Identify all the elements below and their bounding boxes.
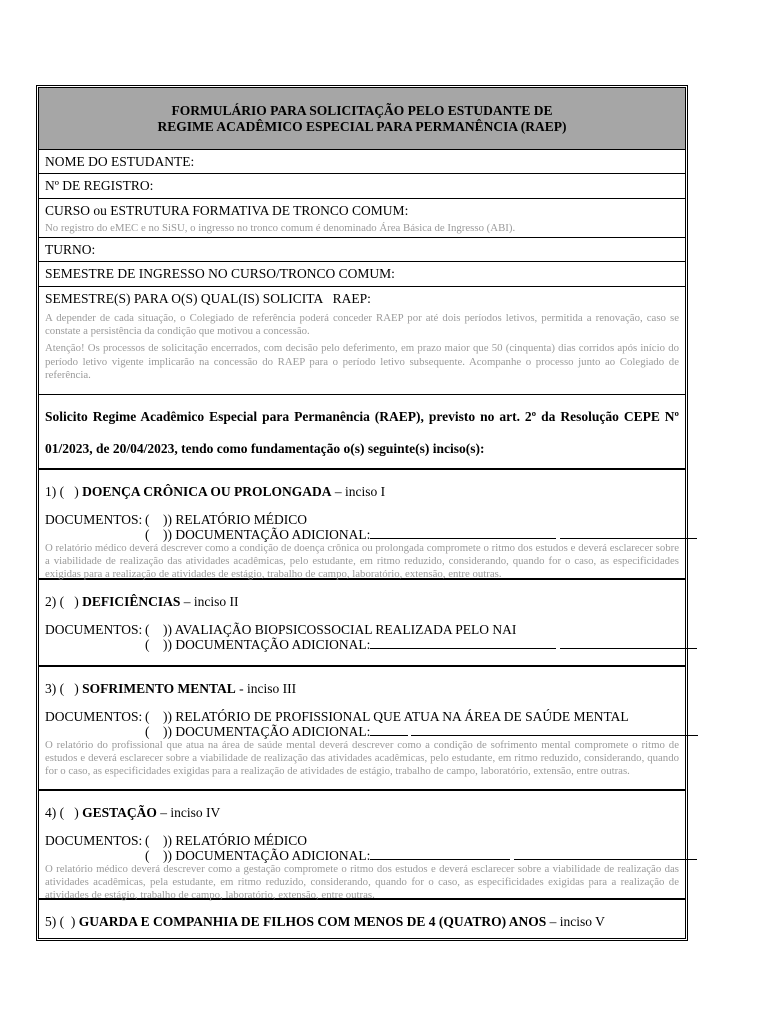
section-1-doc1[interactable]	[45, 512, 679, 527]
field-nome-label: NOME DO ESTUDANTE:	[45, 154, 195, 169]
field-semestres-note2: Atenção! Os processos de solicitação encerrados, com decisão pelo deferimento, em prazo maior que 50 (cinquenta) dias corridos após início do período letivo vigente implicarão na concessão do RAEP para o período letivo subsequente. Acompanhe o processo junto ao Colegiado de referência.	[45, 342, 679, 381]
field-registro-label: Nº DE REGISTRO:	[45, 178, 154, 193]
section-3-doc-adicional[interactable]	[45, 724, 679, 739]
doc-adicional-label: ) DOCUMENTAÇÃO ADICIONAL:	[167, 848, 371, 863]
section-2-doc1-label: ) AVALIAÇÃO BIOPSICOSSOCIAL REALIZADA PELO NAI	[167, 622, 517, 637]
section-3	[39, 667, 685, 791]
section-3-doc1-label: ) RELATÓRIO DE PROFISSIONAL QUE ATUA NA ÁREA DE SAÚDE MENTAL	[167, 709, 629, 724]
section-1-checkbox[interactable]: 1) ( )	[45, 484, 79, 499]
section-5-title: GUARDA E COMPANHIA DE FILHOS COM MENOS DE 4 (QUATRO) ANOS	[78, 914, 547, 929]
section-2-doc-adicional[interactable]	[45, 637, 679, 652]
field-semestre-ingresso[interactable]	[39, 262, 685, 287]
section-3-doc1[interactable]	[45, 709, 679, 724]
field-semestres-note1: A depender de cada situação, o Colegiado de referência poderá conceder RAEP por até dois períodos letivos, permitida a renovação, caso se constate a persistência da condição que motivou a concessão.	[45, 312, 679, 338]
field-semestres-solicita-label: SEMESTRE(S) PARA O(S) QUAL(IS) SOLICITA RAEP:	[45, 291, 371, 306]
section-1	[39, 470, 685, 580]
doc-checkbox[interactable]: ( )	[145, 709, 168, 724]
section-5-heading	[45, 914, 679, 929]
form-title-line1: FORMULÁRIO PARA SOLICITAÇÃO PELO ESTUDANTE DE	[171, 102, 553, 118]
section-1-title: DOENÇA CRÔNICA OU PROLONGADA	[82, 484, 332, 499]
form-header	[39, 88, 685, 150]
section-3-note: O relatório do profissional que atua na área de saúde mental deverá descrever como a condição de sofrimento mental compromete o ritmo de estudos e deverá esclarecer sobre a viabilidade de realização das atividades acadêmicas, pelo estudante, em ritmo reduzido, considerando, quando for o caso, as especificidades exigidas para a realização de atividades de estágio, trabalho de campo, laboratório, extensão, entre outras.	[45, 739, 679, 778]
doc-adicional-blank[interactable]	[370, 637, 556, 649]
section-2-title: DEFICIÊNCIAS	[82, 594, 181, 609]
section-3-title: SOFRIMENTO MENTAL	[82, 681, 236, 696]
field-semestres-solicita[interactable]	[39, 287, 685, 395]
request-intro-text: Solicito Regime Acadêmico Especial para Permanência (RAEP), previsto no art. 2º da Resolução CEPE Nº 01/2023, de 20/04/2023, tendo como fundamentação o(s) seguinte(s) inciso(s):	[45, 409, 679, 456]
section-3-suffix: - inciso III	[239, 681, 297, 696]
section-4-doc1[interactable]	[45, 833, 679, 848]
section-5-checkbox[interactable]: 5) ( )	[45, 914, 76, 929]
section-1-suffix: – inciso I	[334, 484, 386, 499]
doc-adicional-label: ) DOCUMENTAÇÃO ADICIONAL:	[167, 637, 371, 652]
documentos-label: DOCUMENTOS:	[45, 622, 143, 637]
doc-adicional-blank[interactable]	[560, 527, 697, 539]
doc-checkbox[interactable]: ( )	[145, 622, 168, 637]
doc-adicional-blank[interactable]	[560, 637, 697, 649]
doc-checkbox[interactable]: ( )	[145, 833, 168, 848]
section-5-suffix: – inciso V	[549, 914, 605, 929]
doc-checkbox[interactable]: ( )	[145, 848, 168, 863]
section-1-heading	[45, 484, 679, 499]
section-4-doc-adicional[interactable]	[45, 848, 679, 863]
section-4-title: GESTAÇÃO	[82, 805, 157, 820]
section-1-doc1-label: ) RELATÓRIO MÉDICO	[167, 512, 307, 527]
field-registro[interactable]	[39, 174, 685, 199]
doc-checkbox[interactable]: ( )	[145, 512, 168, 527]
doc-adicional-blank[interactable]	[370, 724, 408, 736]
section-3-heading	[45, 681, 679, 696]
field-semestre-ingresso-label: SEMESTRE DE INGRESSO NO CURSO/TRONCO COMUM:	[45, 266, 395, 281]
doc-checkbox[interactable]: ( )	[145, 637, 168, 652]
section-5	[39, 900, 685, 938]
section-1-note: O relatório médico deverá descrever como a condição de doença crônica ou prolongada compromete o ritmo dos estudos e deverá esclarecer sobre a viabilidade de realização das atividades acadêmicas, pelo estudante, em ritmo reduzido, considerando, quando for o caso, as especificidades exigidas para a realização de atividades de estágio, trabalho de campo, laboratório, extensão, entre outras.	[45, 542, 679, 581]
field-turno[interactable]	[39, 238, 685, 262]
doc-adicional-blank[interactable]	[370, 848, 510, 860]
section-4	[39, 791, 685, 900]
section-4-heading	[45, 805, 679, 820]
doc-adicional-blank[interactable]	[514, 848, 697, 860]
field-turno-label: TURNO:	[45, 242, 96, 257]
section-4-note: O relatório médico deverá descrever como a gestação compromete o ritmo dos estudos e deverá esclarecer sobre a viabilidade de realização das atividades acadêmicas, pela estudante, em ritmo reduzido, considerando, quando for o caso, as especificidades exigidas para a realização de atividades de estágio, trabalho de campo, laboratório, extensão, entre outras.	[45, 863, 679, 902]
section-2	[39, 580, 685, 667]
documentos-label: DOCUMENTOS:	[45, 709, 143, 724]
section-2-suffix: – inciso II	[183, 594, 239, 609]
field-nome[interactable]	[39, 150, 685, 174]
section-4-doc1-label: ) RELATÓRIO MÉDICO	[167, 833, 307, 848]
doc-adicional-blank[interactable]	[370, 527, 556, 539]
section-4-suffix: – inciso IV	[160, 805, 221, 820]
documentos-label: DOCUMENTOS:	[45, 512, 143, 527]
doc-checkbox[interactable]: ( )	[145, 527, 168, 542]
documentos-label: DOCUMENTOS:	[45, 833, 143, 848]
doc-adicional-label: ) DOCUMENTAÇÃO ADICIONAL:	[167, 527, 371, 542]
field-curso-note: No registro do eMEC e no SiSU, o ingresso no tronco comum é denominado Área Básica de Ingresso (ABI).	[45, 222, 516, 234]
doc-adicional-label: ) DOCUMENTAÇÃO ADICIONAL:	[167, 724, 371, 739]
doc-adicional-blank[interactable]	[411, 724, 698, 736]
field-curso-label: CURSO ou ESTRUTURA FORMATIVA DE TRONCO COMUM:	[45, 203, 409, 218]
form-title-line2: REGIME ACADÊMICO ESPECIAL PARA PERMANÊNCIA (RAEP)	[157, 118, 567, 134]
request-intro	[39, 395, 685, 470]
section-1-doc-adicional[interactable]	[45, 527, 679, 542]
section-2-heading	[45, 594, 679, 609]
section-2-checkbox[interactable]: 2) ( )	[45, 594, 79, 609]
doc-checkbox[interactable]: ( )	[145, 724, 168, 739]
section-3-checkbox[interactable]: 3) ( )	[45, 681, 79, 696]
field-curso[interactable]	[39, 199, 685, 238]
section-2-doc1[interactable]	[45, 622, 679, 637]
raep-form	[36, 85, 688, 941]
section-4-checkbox[interactable]: 4) ( )	[45, 805, 79, 820]
